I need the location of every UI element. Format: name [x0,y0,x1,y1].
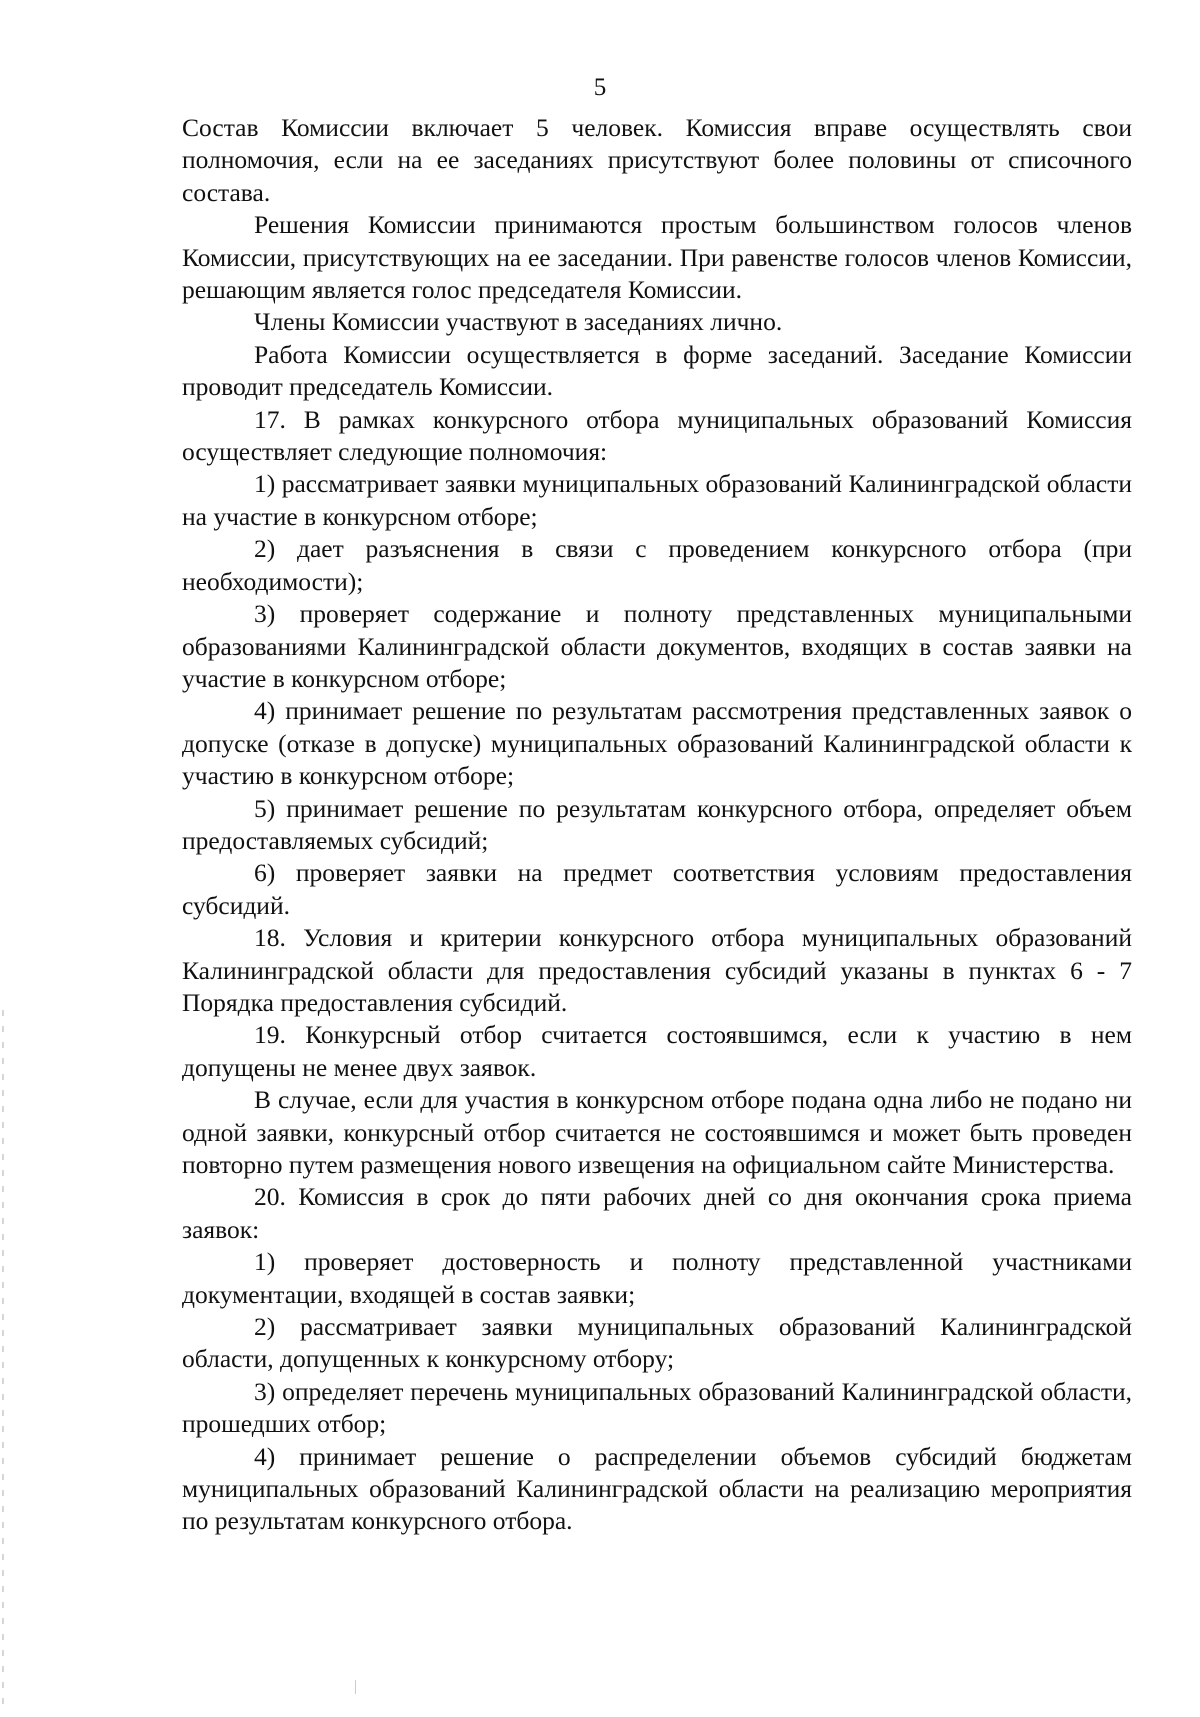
paragraph: 3) проверяет содержание и полноту представленных муниципальными образованиями Калининградской области документов, входящих в состав заявки на участие в конкурсном отборе; [182,599,1132,693]
paragraph: В случае, если для участия в конкурсном отборе подана одна либо не подано ни одной заявки, конкурсный отбор считается не состоявшимся и может быть проведен повторно путем размещения нового извещения на официальном сайте Министерства. [182,1085,1132,1179]
scan-edge-artifact [2,1010,4,1710]
paragraph: 2) дает разъяснения в связи с проведением конкурсного отбора (при необходимости); [182,534,1132,596]
paragraph: Решения Комиссии принимаются простым большинством голосов членов Комиссии, присутствующих на ее заседании. При равенстве голосов членов Комиссии, решающим является голос председателя Комиссии. [182,210,1132,305]
paragraph: 2) рассматривает заявки муниципальных образований Калининградской области, допущенных к конкурсному отбору; [182,1312,1132,1374]
paragraph: Члены Комиссии участвуют в заседаниях лично. [254,307,783,337]
paragraph: 17. В рамках конкурсного отбора муниципальных образований Комиссия осуществляет следующие полномочия: [182,404,1132,467]
paragraph: Состав Комиссии включает 5 человек. Комиссия вправе осуществлять свои полномочия, если на ее заседаниях присутствуют более половины от списочного состава. [182,113,1132,207]
paragraph: 4) принимает решение о распределении объемов субсидий бюджетам муниципальных образований Калининградской области на реализацию мероприятия по результатам конкурсного отбора. [182,1441,1132,1536]
paragraph: 19. Конкурсный отбор считается состоявшимся, если к участию в нем допущены не менее двух заявок. [182,1020,1132,1082]
paragraph: 3) определяет перечень муниципальных образований Калининградской области, прошедших отбор; [182,1376,1132,1439]
paragraph: 4) принимает решение по результатам рассмотрения представленных заявок о допуске (отказе в допуске) муниципальных образований Калининградской области к участию в конкурсном отборе; [182,696,1132,791]
page-number: 5 [593,74,607,101]
document-body [182,112,1132,1538]
scan-mark [355,1680,356,1694]
paragraph: 1) рассматривает заявки муниципальных образований Калининградской области на участие в конкурсном отборе; [182,469,1132,531]
paragraph: 18. Условия и критерии конкурсного отбора муниципальных образований Калининградской области для предоставления субсидий указаны в пунктах 6 - 7 Порядка предоставления субсидий. [182,923,1132,1017]
paragraph: 1) проверяет достоверность и полноту представленной участниками документации, входящей в состав заявки; [182,1247,1132,1309]
paragraph: 6) проверяет заявки на предмет соответствия условиям предоставления субсидий. [182,858,1132,920]
paragraph: 5) принимает решение по результатам конкурсного отбора, определяет объем предоставляемых субсидий; [182,793,1132,855]
paragraph: 20. Комиссия в срок до пяти рабочих дней со дня окончания срока приема заявок: [182,1182,1132,1244]
paragraph: Работа Комиссии осуществляется в форме заседаний. Заседание Комиссии проводит председатель Комиссии. [182,339,1132,402]
